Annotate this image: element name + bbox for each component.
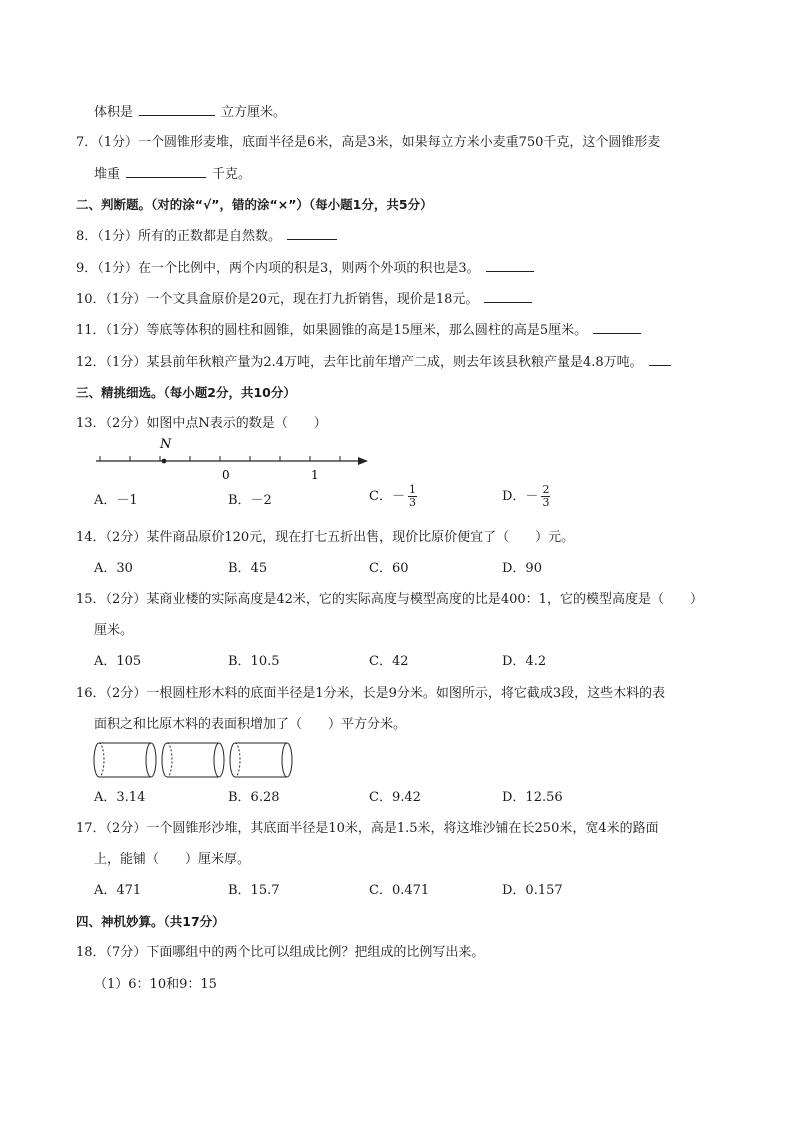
q7-line2 <box>94 165 251 184</box>
q15-line1: 15．（2分）某商业楼的实际高度是42米，它的实际高度与模型高度的比是400：1，它的模型高度是（ ） <box>76 592 703 607</box>
q16-line2: 面积之和比原木料的表面积增加了（ ）平方分米。 <box>94 717 407 732</box>
q15-option-d[interactable]: D．4.2 <box>502 654 547 669</box>
q16-option-c[interactable]: C．9.42 <box>369 790 421 805</box>
q14-option-d[interactable]: D．90 <box>502 561 542 576</box>
q17-option-a[interactable]: A．471 <box>94 883 142 898</box>
q12 <box>76 353 677 372</box>
q17-option-d[interactable]: D．0.157 <box>502 883 563 898</box>
q13-option-d-prefix: D．－ <box>502 489 539 504</box>
q11 <box>76 321 647 340</box>
q7-answer-blank[interactable] <box>126 165 206 178</box>
one-label: 1 <box>311 468 319 482</box>
q15-line2: 厘米。 <box>94 623 134 638</box>
q13-option-d-numerator: 2 <box>542 483 550 496</box>
q7-suffix: 千克。 <box>212 167 252 182</box>
cylinder-piece <box>162 743 224 777</box>
q15-option-b[interactable]: B．10.5 <box>228 654 280 669</box>
q6-prefix: 体积是 <box>94 105 134 120</box>
section-2-heading: 二、判断题。（对的涂“√”，错的涂“×”）（每小题1分，共5分） <box>76 197 433 212</box>
q14-option-b[interactable]: B．45 <box>228 561 268 576</box>
q13-text: 13．（2分）如图中点N表示的数是（ ） <box>76 416 327 431</box>
q18-sub1: （1）6：10和9：15 <box>94 977 217 992</box>
q13-option-c-denominator: 3 <box>408 496 416 509</box>
q13-option-d-denominator: 3 <box>542 496 550 509</box>
q14-text: 14．（2分）某件商品原价120元，现在打七五折出售，现价比原价便宜了（ ）元。 <box>76 530 575 545</box>
q6-suffix: 立方厘米。 <box>221 105 287 120</box>
q13-option-d-fraction <box>541 484 550 509</box>
q7-line1: 7．（1分）一个圆锥形麦堆，底面半径是6米，高是3米，如果每立方米小麦重750千克，这个圆锥形麦 <box>76 135 661 150</box>
cylinder-piece <box>94 743 156 777</box>
q10 <box>76 290 538 309</box>
point-n-label: N <box>160 437 172 452</box>
q17-option-c[interactable]: C．0.471 <box>369 883 430 898</box>
q18-text: 18．（7分）下面哪组中的两个比可以组成比例？把组成的比例写出来。 <box>76 945 485 960</box>
q16-line1: 16．（2分）一根圆柱形木料的底面半径是1分米，长是9分米。如图所示，将它截成3段，这些木料的表 <box>76 686 666 701</box>
q11-answer-blank[interactable] <box>593 321 641 334</box>
q16-option-a[interactable]: A．3.14 <box>94 790 146 805</box>
q6-continuation <box>94 103 286 122</box>
section-3-heading: 三、精挑细选。（每小题2分，共10分） <box>76 385 296 400</box>
q13-option-c-numerator: 1 <box>408 483 416 496</box>
q9-answer-blank[interactable] <box>486 259 534 272</box>
q14-option-a[interactable]: A．30 <box>94 561 133 576</box>
q16-option-b[interactable]: B．6.28 <box>228 790 280 805</box>
q6-answer-blank[interactable] <box>139 103 215 116</box>
q9-text: 9．（1分）在一个比例中，两个内项的积是3，则两个外项的积也是3。 <box>76 261 480 276</box>
cylinders-figure <box>92 740 298 780</box>
q17-option-b[interactable]: B．15.7 <box>228 883 280 898</box>
q17-line1: 17．（2分）一个圆锥形沙堆，其底面半径是10米，高是1.5米，将这堆沙铺在长250米，宽4米的路面 <box>76 821 659 836</box>
point-n-dot <box>162 459 167 464</box>
q13-option-d[interactable] <box>502 484 550 509</box>
number-line-figure <box>90 434 380 484</box>
q13-option-a[interactable]: A．－1 <box>94 493 138 508</box>
q14-option-c[interactable]: C．60 <box>369 561 409 576</box>
q11-text: 11．（1分）等底等体积的圆柱和圆锥，如果圆锥的高是15厘米，那么圆柱的高是5厘米。 <box>76 323 588 338</box>
q13-option-c-prefix: C．－ <box>369 489 405 504</box>
q15-option-a[interactable]: A．105 <box>94 654 142 669</box>
q8-text: 8．（1分）所有的正数都是自然数。 <box>76 229 282 244</box>
q12-text: 12．（1分）某县前年秋粮产量为2.4万吨，去年比前年增产二成，则去年该县秋粮产量是4.8万吨。 <box>76 355 643 370</box>
q10-answer-blank[interactable] <box>484 290 532 303</box>
q9 <box>76 259 540 278</box>
number-line-ticks <box>100 456 340 461</box>
number-line-arrow <box>358 457 368 465</box>
q10-text: 10．（1分）一个文具盒原价是20元，现在打九折销售，现价是18元。 <box>76 292 479 307</box>
q15-option-c[interactable]: C．42 <box>369 654 409 669</box>
q8-answer-blank[interactable] <box>287 227 337 240</box>
q12-answer-blank[interactable] <box>649 353 671 366</box>
cylinder-piece <box>230 743 292 777</box>
section-4-heading: 四、神机妙算。（共17分） <box>76 914 225 929</box>
zero-label: 0 <box>222 468 230 482</box>
q13-option-c[interactable] <box>369 484 417 509</box>
q17-line2: 上，能铺（ ）厘米厚。 <box>94 852 251 867</box>
q8 <box>76 227 343 246</box>
q7-prefix: 堆重 <box>94 167 121 182</box>
q13-option-b[interactable]: B．－2 <box>228 493 272 508</box>
q16-option-d[interactable]: D．12.56 <box>502 790 563 805</box>
q13-option-c-fraction <box>408 484 417 509</box>
